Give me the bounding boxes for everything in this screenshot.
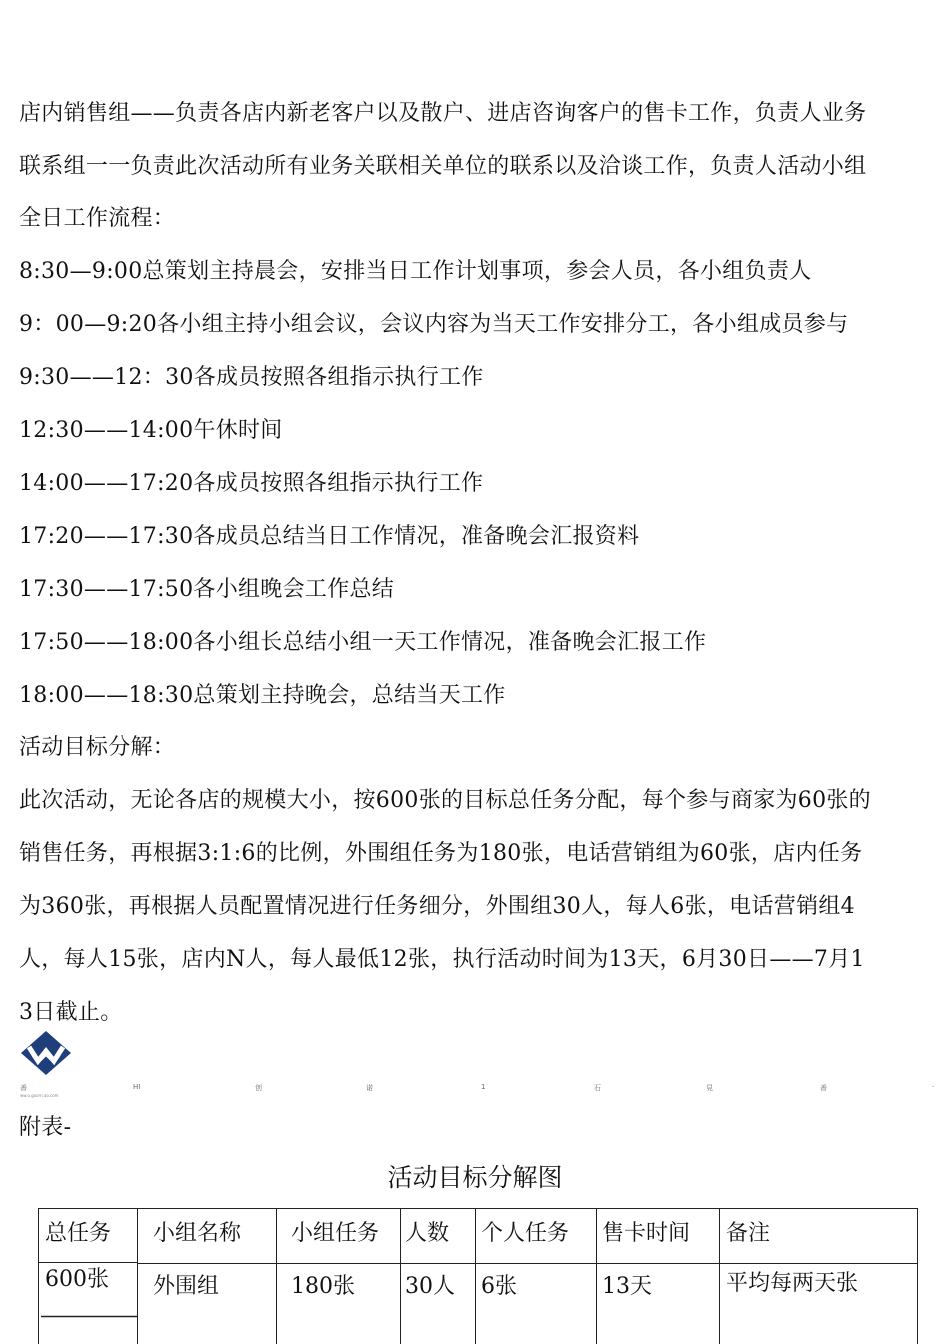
paragraph-line: 人，每人15张，店内N人，每人最低12张，执行活动时间为13天，6月30日——7月1 [19, 947, 865, 972]
cell-group-name: 外围组 [153, 1274, 220, 1299]
schedule-item: 17:50——18:00各小组长总结小组一天工作情况，准备晚会汇报工作 [19, 630, 707, 655]
footer-mark: · [932, 1083, 935, 1091]
cell-headcount: 30人 [405, 1274, 455, 1299]
cell-individual-task: 6张 [481, 1274, 517, 1299]
footer-mark: 创 [255, 1084, 262, 1092]
footer-mark: 善 [820, 1084, 827, 1092]
schedule-item: 9：00—9:20各小组主持小组会议，会议内容为当天工作安排分工，各小组成员参与 [19, 312, 849, 337]
cell-sale-period: 13天 [602, 1274, 652, 1299]
header-individual-task: 个人任务 [481, 1221, 570, 1246]
paragraph-line: 为360张，再根据人员配置情况进行任务细分，外围组30人，每人6张，电话营销组4 [19, 894, 855, 919]
attachment-label: 附表- [19, 1115, 72, 1140]
schedule-item: 17:30——17:50各小组晚会工作总结 [19, 577, 395, 602]
footer-mark: 诺 [366, 1084, 373, 1092]
cell-remarks: 平均每两天张 [726, 1271, 859, 1296]
header-remarks: 备注 [726, 1221, 771, 1246]
company-logo-icon [20, 1030, 72, 1076]
header-total-task: 总任务 [45, 1221, 112, 1246]
header-group-name: 小组名称 [153, 1221, 242, 1246]
schedule-item: 8:30—9:00总策划主持晨会，安排当日工作计划事项，参会人员，各小组负责人 [19, 259, 812, 284]
cell-total-task: 600张 [45, 1267, 109, 1292]
schedule-item: 14:00——17:20各成员按照各组指示执行工作 [19, 471, 484, 496]
footer-mark: 見 [706, 1084, 713, 1092]
section-heading: 活动目标分解： [19, 735, 176, 760]
paragraph-line: 销售任务，再根据3:1:6的比例，外围组任务为180张，电话营销组为60张，店内任务 [19, 841, 863, 866]
header-sale-period: 售卡时间 [602, 1221, 691, 1246]
footer-mark: 善 [20, 1084, 27, 1092]
footer-mark: 1 [481, 1083, 486, 1091]
header-headcount: 人数 [405, 1221, 450, 1246]
paragraph-line: 店内销售组——负责各店内新老客户以及散户、进店咨询客户的售卡工作，负责人业务 [19, 101, 867, 126]
paragraph-line: 3日截止。 [19, 1000, 123, 1025]
table-title: 活动目标分解图 [387, 1163, 563, 1192]
footer-mark: HI [133, 1083, 141, 1091]
paragraph-line: 联系组一一负责此次活动所有业务关联相关单位的联系以及洽谈工作，负责人活动小组 [19, 154, 867, 179]
footer-subtext: ww.o.goorn.ao.com [20, 1093, 59, 1098]
target-breakdown-table [38, 1208, 918, 1344]
cell-group-task: 180张 [291, 1274, 355, 1299]
section-heading: 全日工作流程： [19, 206, 176, 231]
schedule-item: 12:30——14:00午休时间 [19, 418, 283, 443]
header-group-task: 小组任务 [291, 1221, 380, 1246]
schedule-item: 18:00——18:30总策划主持晚会，总结当天工作 [19, 683, 506, 708]
schedule-item: 9:30——12：30各成员按照各组指示执行工作 [19, 365, 484, 390]
paragraph-line: 此次活动，无论各店的规模大小，按600张的目标总任务分配，每个参与商家为60张的 [19, 788, 871, 813]
footer-mark: 石 [594, 1084, 601, 1092]
schedule-item: 17:20——17:30各成员总结当日工作情况，准备晚会汇报资料 [19, 524, 640, 549]
